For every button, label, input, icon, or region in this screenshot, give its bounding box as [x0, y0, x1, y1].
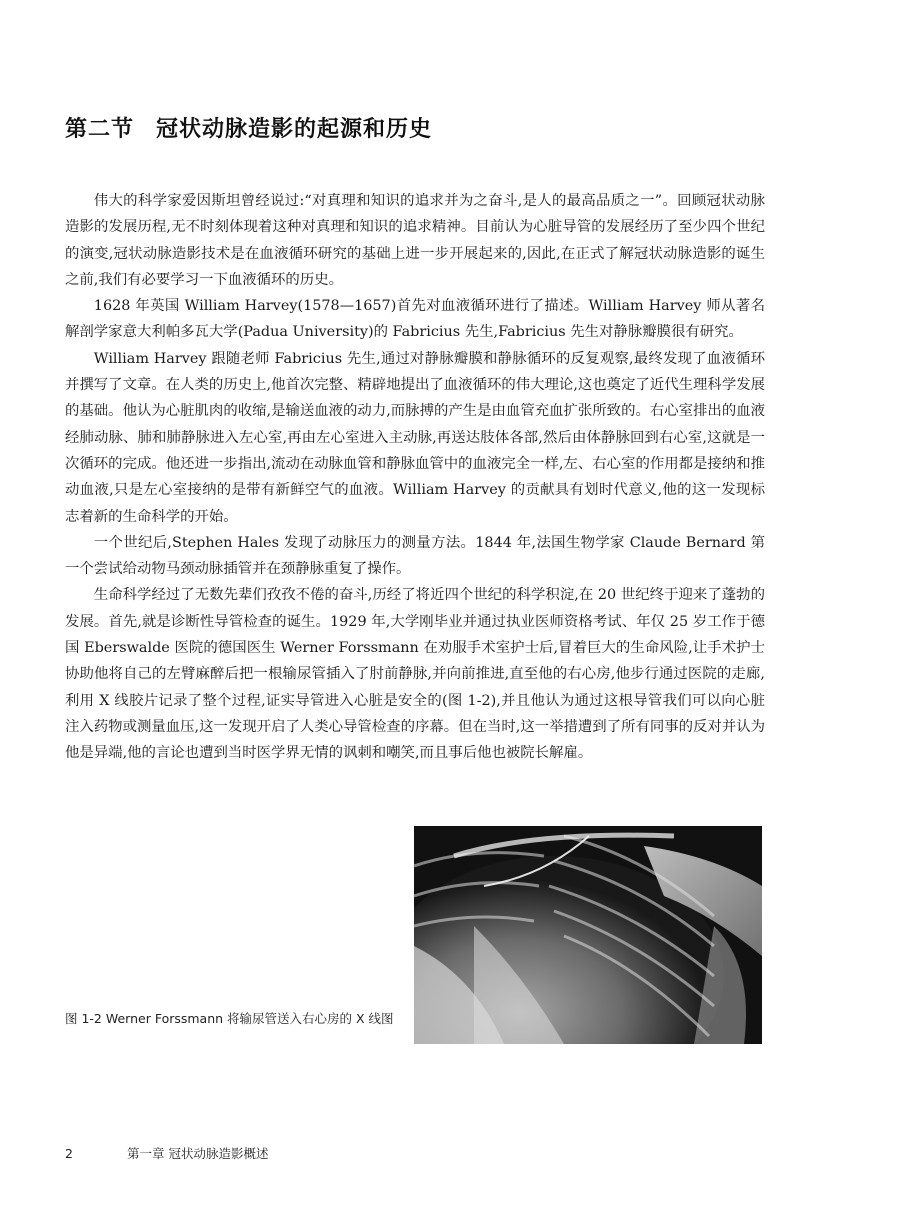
paragraph: William Harvey 跟随老师 Fabricius 先生,通过对静脉瓣膜和静脉循环的反复观察,最终发现了血液循环并撰写了文章。在人类的历史上,他首次完整、精辟地提出了血液循环的伟大理论,这也奠定了近代生理科学发展的基础。他认为心脏肌肉的收缩,是输送血液的动力,而脉搏的产生是由血管充血扩张所致的。右心室排出的血液经肺动脉、肺和肺静脉进入左心室,再由左心室进入主动脉,再送达肢体各部,然后由体静脉回到右心室,这就是一次循环的完成。他还进一步指出,流动在动脉血管和静脉血管中的血液完全一样,左、右心室的作用都是接纳和推动血液,只是左心室接纳的是带有新鲜空气的血液。William Harvey 的贡献具有划时代意义,他的这一发现标志着新的生命科学的开始。 [65, 350, 765, 525]
page-footer [65, 1144, 268, 1162]
paragraph: 1628 年英国 William Harvey(1578—1657)首先对血液循环进行了描述。William Harvey 师从著名解剖学家意大利帕多瓦大学(Padua University)的 Fabricius 先生,Fabricius 先生对静脉瓣膜很有研究。 [65, 298, 765, 341]
section-number: 第二节 [65, 116, 135, 142]
paragraph: 伟大的科学家爱因斯坦曾经说过:“对真理和知识的追求并为之奋斗,是人的最高品质之一”。回顾冠状动脉造影的发展历程,无不时刻体现着这种对真理和知识的追求精神。目前认为心脏导管的发展经历了至少四个世纪的演变,冠状动脉造影技术是在血液循环研究的基础上进一步开展起来的,因此,在正式了解冠状动脉造影的诞生之前,我们有必要学习一下血液循环的历史。 [65, 193, 765, 288]
figure-caption: 图 1-2 Werner Forssmann 将输尿管送入右心房的 X 线图 [65, 1011, 394, 1026]
xray-image [414, 826, 762, 1044]
page-number: 2 [65, 1146, 73, 1161]
paragraph: 生命科学经过了无数先辈们孜孜不倦的奋斗,历经了将近四个世纪的科学积淀,在 20 世纪终于迎来了蓬勃的发展。首先,就是诊断性导管检查的诞生。1929 年,大学刚毕业并通过执业医师资格考试、年仅 25 岁工作于德国 Eberswalde 医院的德国医生 Werner Forssmann 在劝服手术室护士后,冒着巨大的生命风险,让手术护士协助他将自己的左臂麻醉后把一根输尿管插入了肘前静脉,并向前推进,直至他的右心房,他步行通过医院的走廊,利用 X 线胶片记录了整个过程,证实导管进入心脏是安全的(图 1-2),并且他认为通过这根导管我们可以向心脏注入药物或测量血压,这一发现开启了人类心导管检查的序幕。但在当时,这一举措遭到了所有同事的反对并认为他是异端,他的言论也遭到当时医学界无情的讽刺和嘲笑,而且事后他也被院长解雇。 [65, 587, 765, 762]
xray-figure [414, 826, 762, 1044]
chapter-title: 第一章 冠状动脉造影概述 [127, 1146, 269, 1161]
body-text [65, 188, 765, 767]
paragraph: 一个世纪后,Stephen Hales 发现了动脉压力的测量方法。1844 年,法国生物学家 Claude Bernard 第一个尝试给动物马颈动脉插管并在颈静脉重复了操作。 [65, 534, 765, 578]
section-title [65, 112, 432, 143]
section-heading: 冠状动脉造影的起源和历史 [156, 116, 433, 142]
